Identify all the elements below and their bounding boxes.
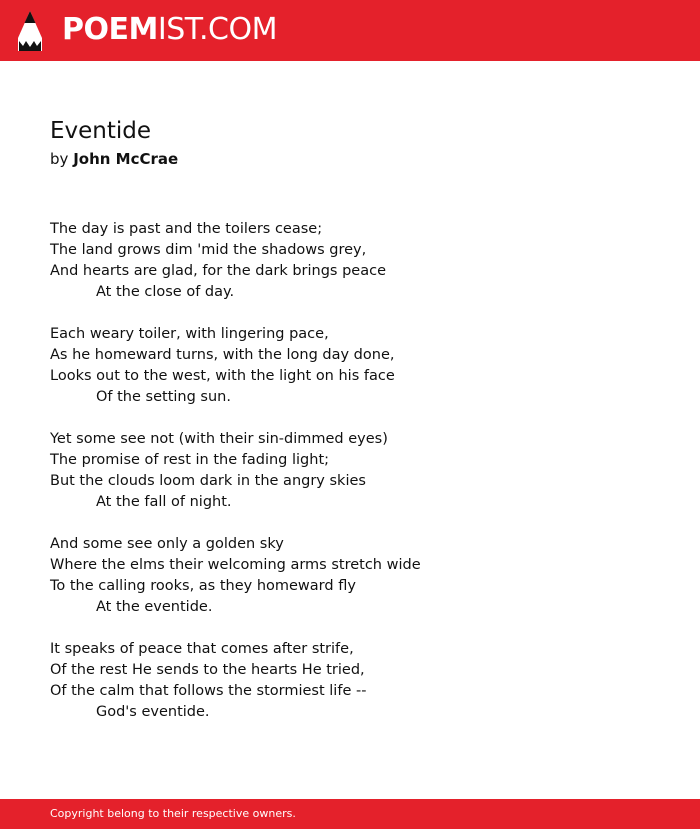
poem-line-refrain: At the close of day. bbox=[96, 284, 235, 300]
poem-line: But the clouds loom dark in the angry skies bbox=[50, 473, 366, 489]
poem-title: Eventide bbox=[50, 118, 152, 144]
poem-line: Of the rest He sends to the hearts He tried, bbox=[50, 662, 365, 678]
poem-line: The land grows dim 'mid the shadows grey, bbox=[50, 242, 367, 258]
poem-line: And some see only a golden sky bbox=[50, 536, 284, 552]
logo-text-bold: POEM bbox=[62, 12, 158, 47]
poem-body bbox=[50, 219, 650, 744]
stanza bbox=[50, 534, 650, 618]
poem-line: The day is past and the toilers cease; bbox=[50, 221, 323, 237]
site-logo[interactable] bbox=[62, 11, 277, 49]
by-label: by bbox=[50, 150, 69, 168]
byline bbox=[50, 149, 178, 169]
poem-line: Yet some see not (with their sin-dimmed eyes) bbox=[50, 431, 388, 447]
poem-line: As he homeward turns, with the long day done, bbox=[50, 347, 395, 363]
site-header bbox=[0, 0, 700, 61]
poem-line: Where the elms their welcoming arms stretch wide bbox=[50, 557, 421, 573]
poem-line-refrain: God's eventide. bbox=[96, 704, 210, 720]
poem-line: Each weary toiler, with lingering pace, bbox=[50, 326, 329, 342]
pencil-tip-icon[interactable] bbox=[17, 10, 43, 52]
stanza bbox=[50, 639, 650, 723]
logo-text-rest: IST.COM bbox=[157, 12, 277, 47]
poem-line-refrain: Of the setting sun. bbox=[96, 389, 231, 405]
poem-line: Of the calm that follows the stormiest life -- bbox=[50, 683, 367, 699]
stanza bbox=[50, 429, 650, 513]
poem-line: To the calling rooks, as they homeward fly bbox=[50, 578, 356, 594]
poem-line-refrain: At the fall of night. bbox=[96, 494, 232, 510]
poem-line: And hearts are glad, for the dark brings peace bbox=[50, 263, 386, 279]
copyright-notice: Copyright belong to their respective owners. bbox=[50, 807, 296, 820]
site-footer bbox=[0, 799, 700, 829]
poem-line: The promise of rest in the fading light; bbox=[50, 452, 330, 468]
stanza bbox=[50, 324, 650, 408]
poem-line-refrain: At the eventide. bbox=[96, 599, 213, 615]
poem-line: Looks out to the west, with the light on his face bbox=[50, 368, 395, 384]
author-name: John McCrae bbox=[73, 150, 179, 168]
stanza bbox=[50, 219, 650, 303]
poem-line: It speaks of peace that comes after strife, bbox=[50, 641, 354, 657]
